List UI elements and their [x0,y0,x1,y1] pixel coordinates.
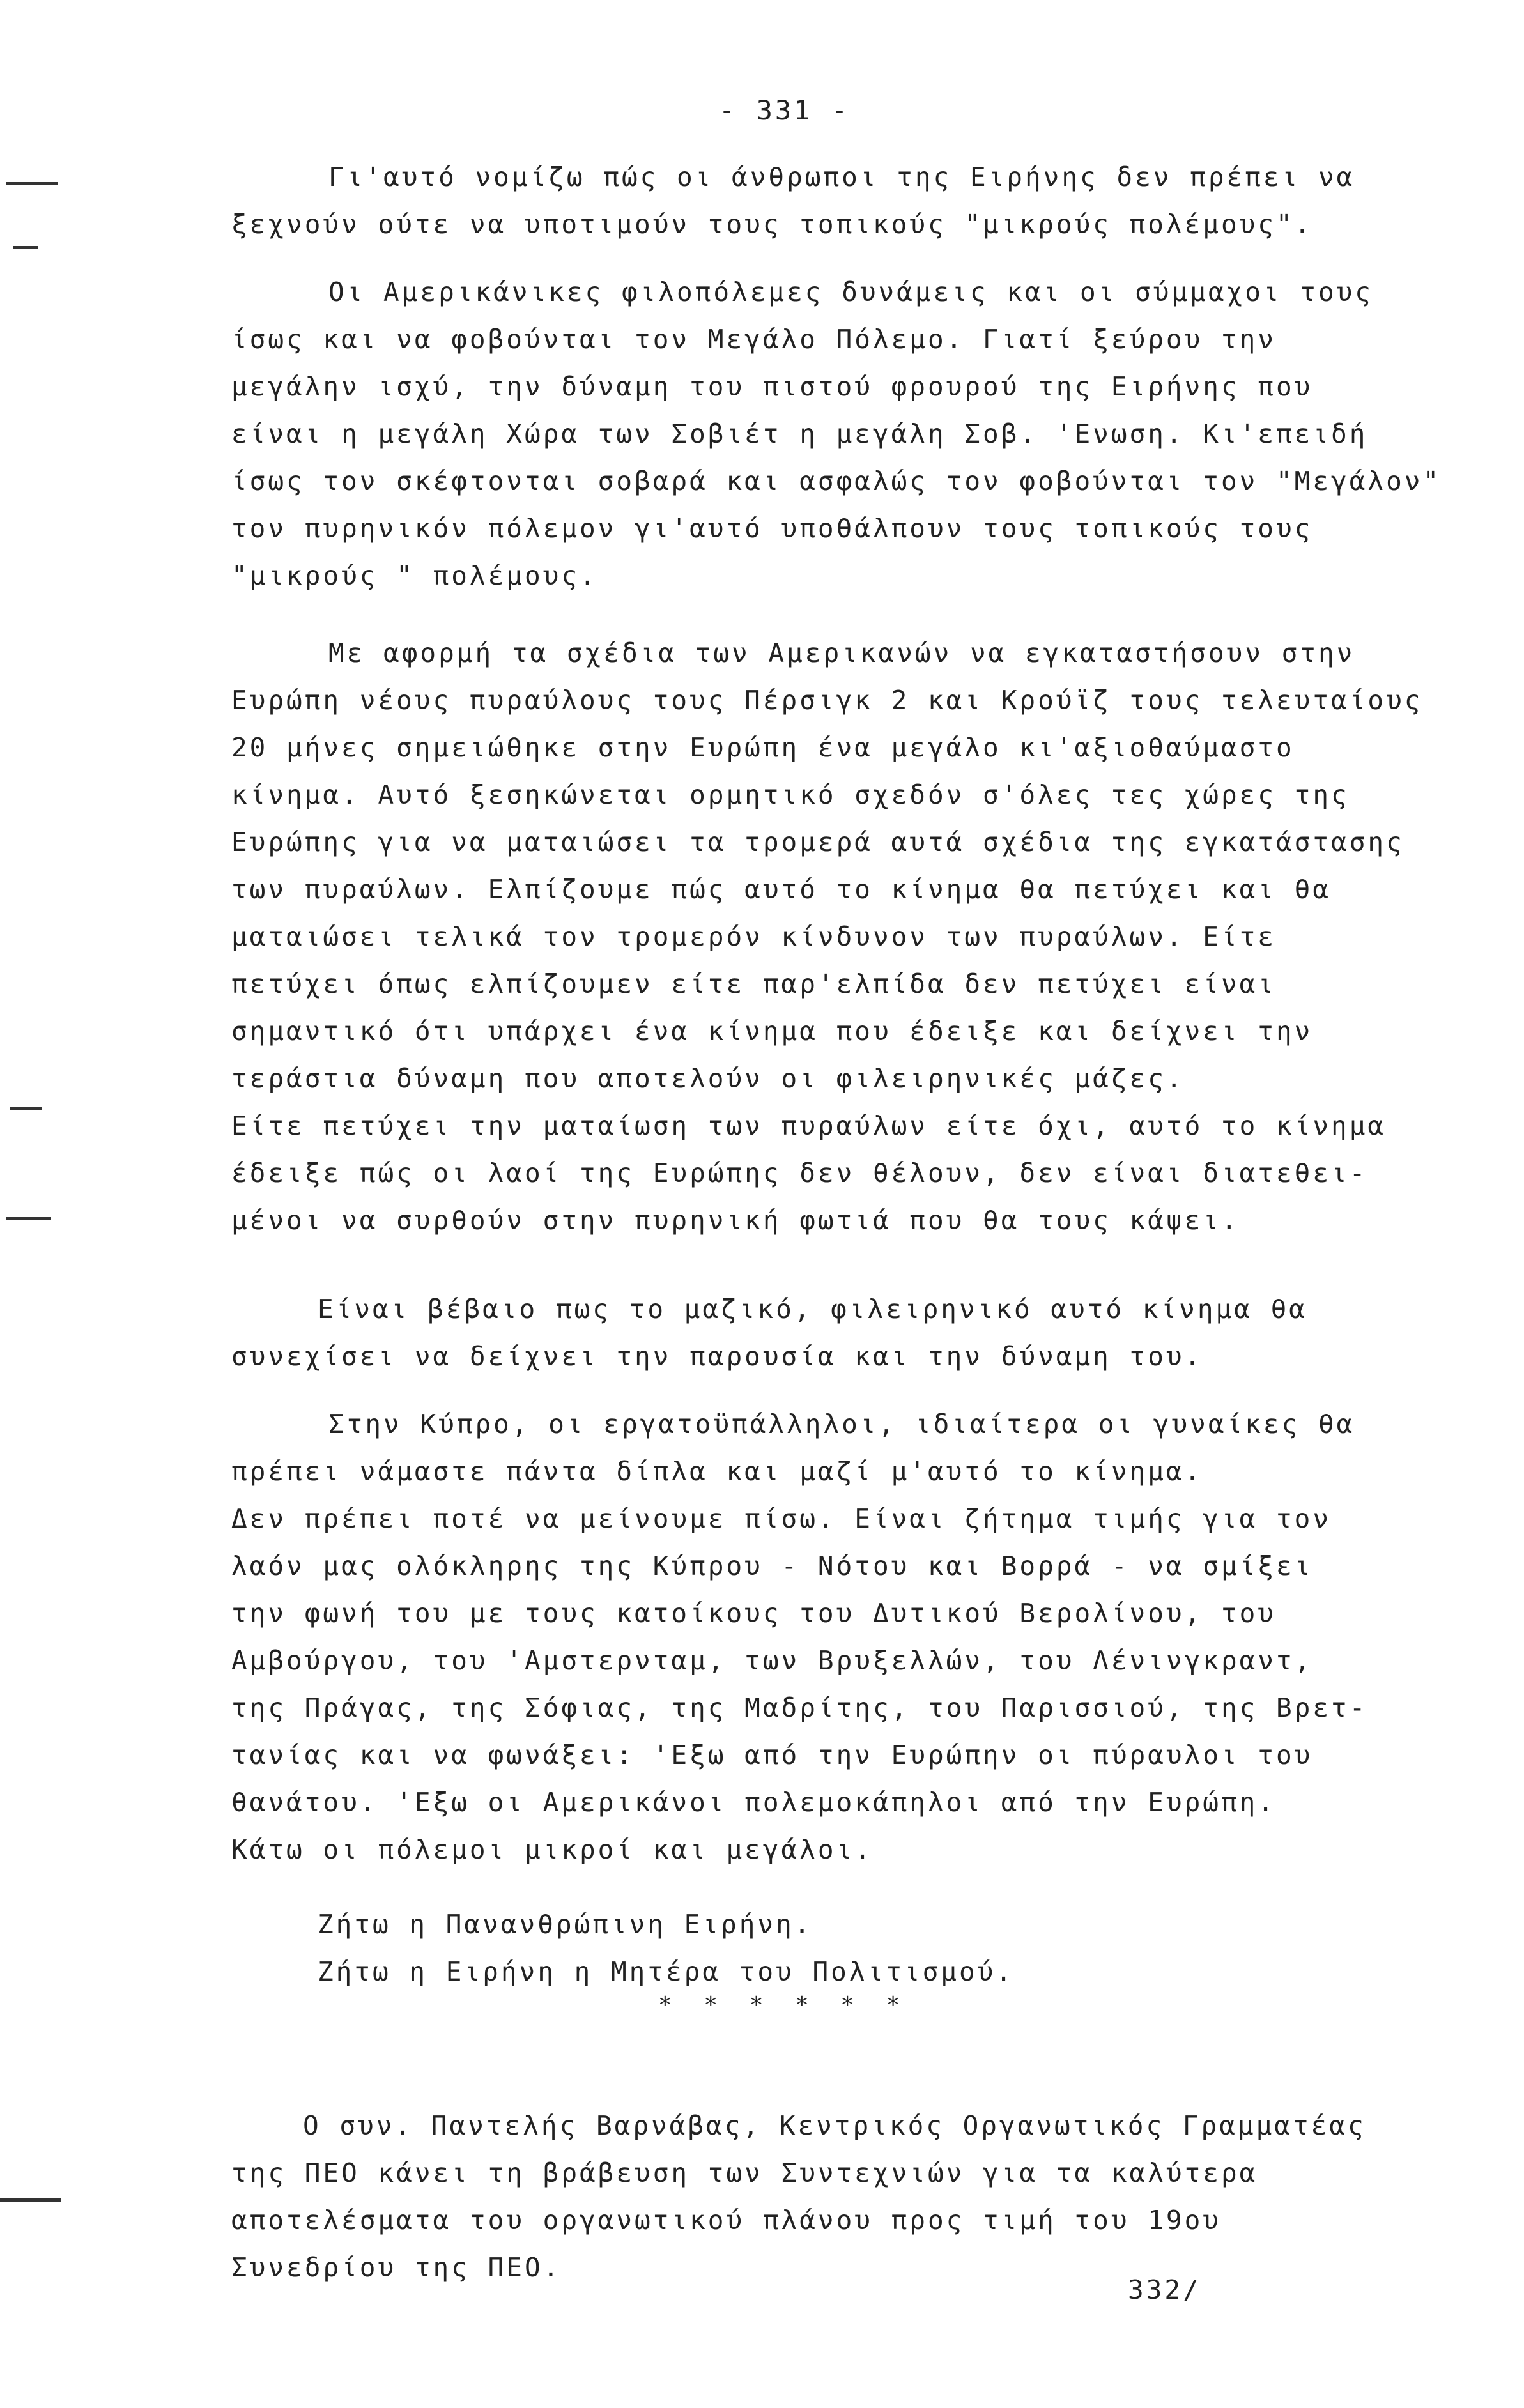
paragraph-7 [231,2102,1477,2291]
paragraph-3 [231,629,1477,1244]
text-line: ίσως και να φοβούνται τον Μεγάλο Πόλεμο. Γιατί ξεύρου την [231,324,1276,355]
margin-mark [10,1107,42,1110]
slogan-line: Ζήτω η Ειρήνη η Μητέρα του Πολιτισμού. [318,1956,1014,1987]
text-line: τεράστια δύναμη που αποτελούν οι φιλειρηνικές μάζες. [231,1063,1185,1094]
text-line: Οι Αμερικάνικες φιλοπόλεμες δυνάμεις και οι σύμμαχοι τους [328,277,1373,307]
text-line: Δεν πρέπει ποτέ να μείνουμε πίσω. Είναι ζήτημα τιμής για τον [231,1503,1332,1534]
text-line: Αμβούργου, του 'Αμστερνταμ, των Βρυξελλών, του Λένινγκραντ, [231,1645,1313,1676]
margin-mark [6,1217,51,1220]
text-line: Είναι βέβαιο πως το μαζικό, φιλειρηνικό αυτό κίνημα θα [318,1294,1307,1324]
text-line: συνεχίσει να δείχνει την παρουσία και την δύναμη του. [231,1341,1203,1372]
text-line: είναι η μεγάλη Χώρα των Σοβιέτ η μεγάλη Σοβ. 'Ενωση. Κι'επειδή [231,418,1368,449]
margin-mark [6,182,58,185]
slogans [231,1901,1477,1995]
text-line: την φωνή του με τους κατοίκους του Δυτικού Βερολίνου, του [231,1598,1276,1629]
text-line: Στην Κύπρο, οι εργατοϋπάλληλοι, ιδιαίτερα οι γυναίκες θα [328,1409,1355,1439]
text-line: Με αφορμή τα σχέδια των Αμερικανών να εγκαταστήσουν στην [328,638,1355,668]
paragraph-1 [231,153,1477,248]
text-line: Ευρώπη νέους πυραύλους τους Πέρσιγκ 2 και Κρούϊζ τους τελευταίους [231,685,1423,716]
paragraph-2 [231,268,1477,599]
separator: * * * * * * [658,1992,909,2018]
text-line: σημαντικό ότι υπάρχει ένα κίνημα που έδειξε και δείχνει την [231,1016,1313,1047]
text-line: μένοι να συρθούν στην πυρηνική φωτιά που θα τους κάψει. [231,1205,1240,1236]
margin-mark [13,246,38,249]
text-line: των πυραύλων. Ελπίζουμε πώς αυτό το κίνημα θα πετύχει και θα [231,874,1332,905]
text-line: έδειξε πώς οι λαοί της Ευρώπης δεν θέλουν, δεν είναι διατεθει- [231,1158,1368,1188]
text-line: Είτε πετύχει την ματαίωση των πυραύλων είτε όχι, αυτό το κίνημα [231,1110,1387,1141]
text-line: πετύχει όπως ελπίζουμεν είτε παρ'ελπίδα δεν πετύχει είναι [231,969,1276,999]
text-line: μεγάλην ισχύ, την δύναμη του πιστού φρουρού της Ειρήνης που [231,371,1313,402]
text-line: ίσως τον σκέφτονται σοβαρά και ασφαλώς τον φοβούνται τον "Μεγάλον" [231,466,1442,496]
text-line: της ΠΕΟ κάνει τη βράβευση των Συντεχνιών για τα καλύτερα [231,2158,1258,2188]
text-line: ματαιώσει τελικά τον τρομερόν κίνδυνον των πυραύλων. Είτε [231,921,1276,952]
text-line: Ευρώπης για να ματαιώσει τα τρομερά αυτά σχέδια της εγκατάστασης [231,827,1405,857]
text-line: τανίας και να φωνάξει: 'Εξω από την Ευρώπην οι πύραυλοι του [231,1740,1313,1770]
paragraph-4 [231,1285,1477,1380]
text-line: Γι'αυτό νομίζω πώς οι άνθρωποι της Ειρήνης δεν πρέπει να [328,162,1355,192]
text-line: αποτελέσματα του οργανωτικού πλάνου προς τιμή του 19ου [231,2205,1221,2235]
text-line: Κάτω οι πόλεμοι μικροί και μεγάλοι. [231,1834,873,1865]
text-line: κίνημα. Αυτό ξεσηκώνεται ορμητικό σχεδόν σ'όλες τες χώρες της [231,779,1350,810]
text-line: ξεχνούν ούτε να υποτιμούν τους τοπικούς "μικρούς πολέμους". [231,209,1313,240]
text-line: λαόν μας ολόκληρης της Κύπρου - Νότου και Βορρά - να σμίξει [231,1551,1313,1581]
text-line: θανάτου. 'Εξω οι Αμερικάνοι πολεμοκάπηλοι από την Ευρώπη. [231,1787,1276,1818]
margin-mark [0,2198,61,2202]
text-line: 20 μήνες σημειώθηκε στην Ευρώπη ένα μεγάλο κι'αξιοθαύμαστο [231,732,1295,763]
text-line: "μικρούς " πολέμους. [231,560,598,591]
text-line: της Πράγας, της Σόφιας, της Μαδρίτης, του Παρισσιού, της Βρετ- [231,1692,1368,1723]
text-line: τον πυρηνικόν πόλεμον γι'αυτό υποθάλπουν τους τοπικούς τους [231,513,1313,544]
text-line: πρέπει νάμαστε πάντα δίπλα και μαζί μ'αυτό το κίνημα. [231,1456,1203,1487]
slogan-line: Ζήτω η Πανανθρώπινη Ειρήνη. [318,1909,813,1940]
next-page-reference: 332/ [1128,2274,1201,2305]
text-line: Συνεδρίου της ΠΕΟ. [231,2252,562,2283]
page-number: - 331 - [719,95,851,126]
paragraph-5 [231,1400,1477,1873]
text-line: Ο συν. Παντελής Βαρνάβας, Κεντρικός Οργανωτικός Γραμματέας [303,2110,1366,2141]
